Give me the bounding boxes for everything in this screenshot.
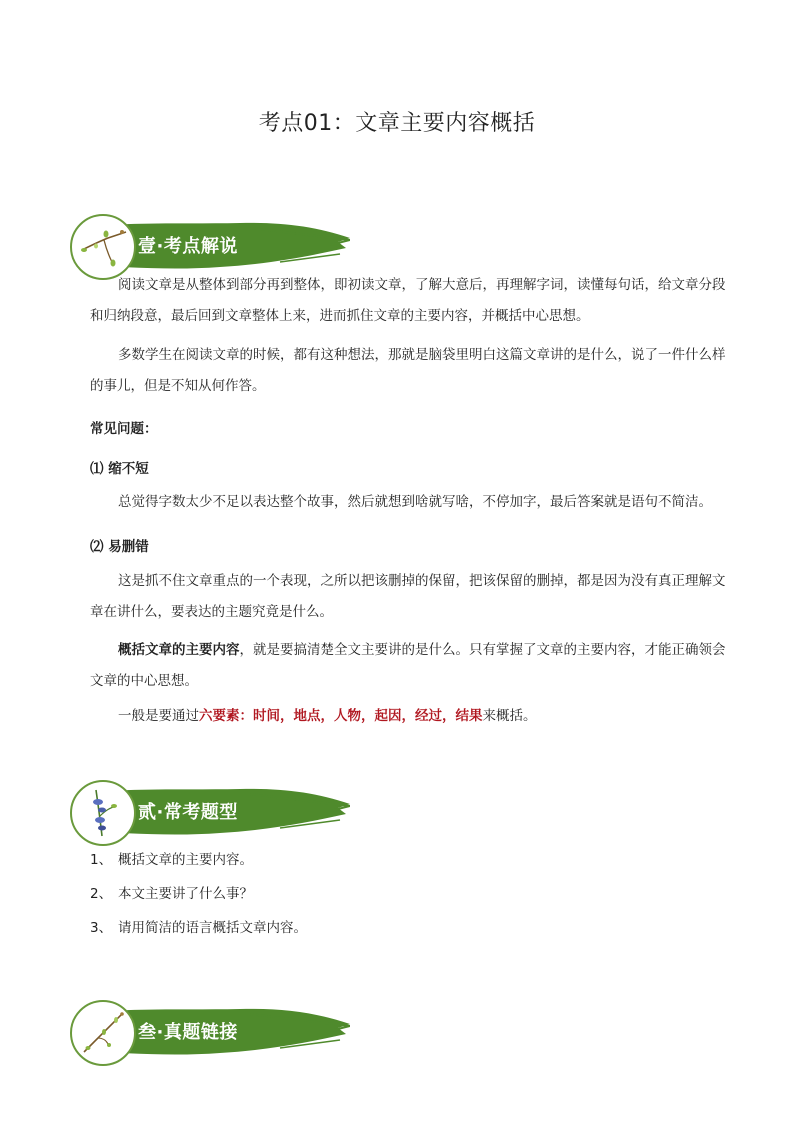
list-text: 本文主要讲了什么事？ (118, 886, 253, 902)
list-number: 2、 (90, 886, 113, 902)
list-number: 3、 (90, 920, 113, 936)
list-item (90, 882, 253, 902)
paragraph-1: 阅读文章是从整体到部分再到整体，即初读文章，了解大意后，再理解字词，读懂每句话，给文章分段和归纳段意，最后回到文章整体上来，进而抓住文章的主要内容，并概括中心思想。 (90, 277, 726, 324)
icon-circle (70, 1000, 136, 1066)
section-header-2 (70, 780, 350, 846)
section-header-3 (70, 1000, 350, 1066)
issue-1-title: ⑴ 缩不短 (90, 461, 149, 477)
paragraph-4-pre: 一般是要通过 (118, 708, 199, 724)
list-item (90, 848, 253, 868)
paragraph-3-rest: ，就是要搞清楚全文主要讲的是什么。只有掌握了文章的主要内容，才能正确领会文章的中心思想。 (90, 642, 726, 689)
flower-stem-icon (76, 786, 130, 840)
icon-circle (70, 780, 136, 846)
section-title: 叁·真题链接 (138, 1022, 238, 1043)
list-number: 1、 (90, 852, 113, 868)
issue-1-text: 总觉得字数太少不足以表达整个故事，然后就想到啥就写啥，不停加字，最后答案就是语句不简洁。 (118, 494, 712, 510)
issue-2-title: ⑵ 易删错 (90, 539, 149, 555)
list-text: 概括文章的主要内容。 (118, 852, 253, 868)
paragraph-4 (90, 701, 736, 732)
paragraph-2: 多数学生在阅读文章的时候，都有这种想法，那就是脑袋里明白这篇文章讲的是什么，说了一件什么样的事儿，但是不知从何作答。 (90, 347, 726, 394)
twig-icon (76, 1006, 130, 1060)
branch-bud-icon (76, 220, 130, 274)
issue-2-text: 这是抓不住文章重点的一个表现，之所以把该删掉的保留，把该保留的删掉，都是因为没有真正理解文章在讲什么，要表达的主题究竟是什么。 (90, 573, 726, 620)
list-item (90, 916, 307, 936)
six-elements: 六要素：时间，地点，人物，起因，经过，结果 (199, 708, 483, 724)
paragraph-3 (90, 635, 736, 697)
key-phrase: 概括文章的主要内容 (118, 642, 240, 658)
common-issues-label: 常见问题： (90, 421, 158, 437)
section-title: 贰·常考题型 (138, 802, 238, 823)
list-text: 请用简洁的语言概括文章内容。 (118, 920, 307, 936)
section-title: 壹·考点解说 (138, 236, 238, 257)
page-title: 考点01：文章主要内容概括 (258, 111, 536, 136)
paragraph-4-post: 来概括。 (482, 708, 537, 724)
